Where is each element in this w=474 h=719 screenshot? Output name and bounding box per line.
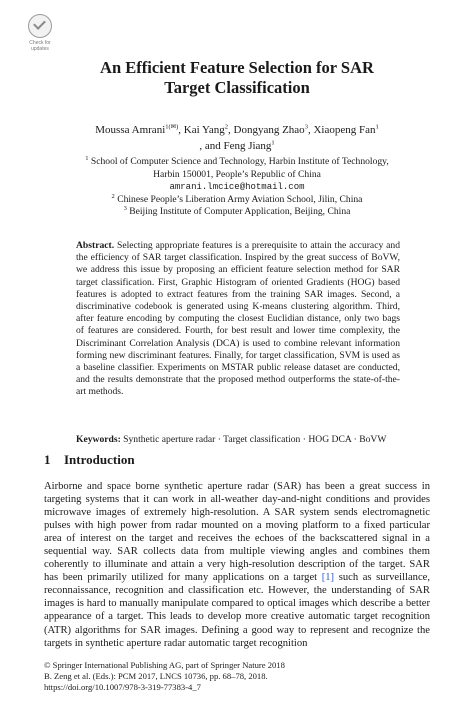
keywords-label: Keywords: [76,434,121,445]
section-number: 1 [44,452,51,467]
author-affil-mark: 3 [304,123,308,131]
author-list [40,122,434,154]
affiliation-line: Beijing Institute of Computer Application, Beijing, China [126,206,351,218]
affiliations: $^1$ School of Computer Science and Technology, Harbin Institute of Technology, Harbin 150001, People’s Republic of China amrani.lmcice@hotmail.com $^2$ Chinese People’s Liberation Army Aviation School, Jilin, China $^3$ Beijing Institute of Computer Application, Beijing, China [40,156,434,219]
author-affil-mark[interactable]: 1(✉) [165,123,179,131]
keywords [76,434,400,446]
footer-notice [44,660,285,692]
author-email[interactable]: amrani.lmcice@hotmail.com [169,182,305,193]
author-name: , and Feng Jiang [199,140,272,152]
affiliation-line: School of Computer Science and Technology, Harbin Institute of Technology, [88,156,389,167]
abstract-label: Abstract. [76,240,115,251]
keywords-text: Synthetic aperture radar · Target classification · HOG DCA · BoVW [120,434,387,445]
author-name: Moussa Amrani [95,124,166,136]
badge-label: Check for updates [29,40,51,52]
author-affil-mark: 1 [271,139,275,147]
author-affil-mark: 2 [224,123,228,131]
citation-line: B. Zeng et al. (Eds.): PCM 2017, LNCS 10736, pp. 68–78, 2018. [44,670,268,681]
author-name: , Kai Yang [178,124,225,136]
citation-link[interactable]: [1] [321,572,335,584]
abstract [76,240,400,399]
checkmark-icon [28,14,52,38]
affiliation-line: Chinese People’s Liberation Army Aviation School, Jilin, China [114,193,363,205]
section-title: Introduction [64,452,135,467]
section-heading [44,452,135,468]
author-affil-mark: 1 [375,123,379,131]
doi-link[interactable]: https://doi.org/10.1007/978-3-319-77383-4_7 [44,681,201,692]
abstract-text: Selecting appropriate features is a prerequisite to attain the accuracy and the efficiency of SAR target classification. Inspired by the great success of BoVW, we address this issue by proposing an efficient feature selection method for SAR target classification. First, Graphic Histogram of oriented Gradients (HOG) based features is adopted to extract features from the training SAR images. Second, a discriminative codebook is generated using K-means clustering algorithm. Third, after feature encoding by computing the closest Euclidian distance, only two bags of features are considered. Fourth, for best result and lower time complexity, the Discriminant Correlation Analysis (DCA) is used to combine relevant information forming new discriminant features. Finally, for target classification, SVM is used as a baseline classifier. Experiments on MSTAR public release dataset are conducted, and the results demonstrate that the proposed method outperforms the state-of-the-art methods. [76,240,400,398]
author-name: , Dongyang Zhao [228,124,305,136]
copyright-line: © Springer International Publishing AG, part of Springer Nature 2018 [44,660,285,670]
paper-title: An Efficient Feature Selection for SAR Target Classification [100,58,374,97]
check-for-updates-badge[interactable] [24,14,56,52]
author-name: , Xiaopeng Fan [307,124,376,136]
affiliation-line: Harbin 150001, People’s Republic of China [153,168,321,180]
intro-paragraph: Airborne and space borne synthetic aperture radar (SAR) has been a great success in targeting systems that it can work in all-weather day-and-night conditions and provides microwave images of extremely high-resolution. A SAR system sends electromagnetic pulses with high power from radar mounted on a moving platform to a fixed particular area of interest on the target and receives the echoes of the backscattered signal in a sequential way. SAR collects data from multiple viewing angles and combines them coherently to illuminate and attain a very high-resolution description of the target. SAR has been primarily utilized for many applications on a target [1] such as surveillance, reconnaissance, recognition and classification etc. However, the understanding of SAR images is hard to manually manipulate compared to optical images which describe a better appearance of a target. This leads to develop more creative automatic target recognition (ATR) algorithms for SAR images. Defining a good way to represent and recognize the targets in synthetic aperture radar automatic target recognition [44,481,430,649]
